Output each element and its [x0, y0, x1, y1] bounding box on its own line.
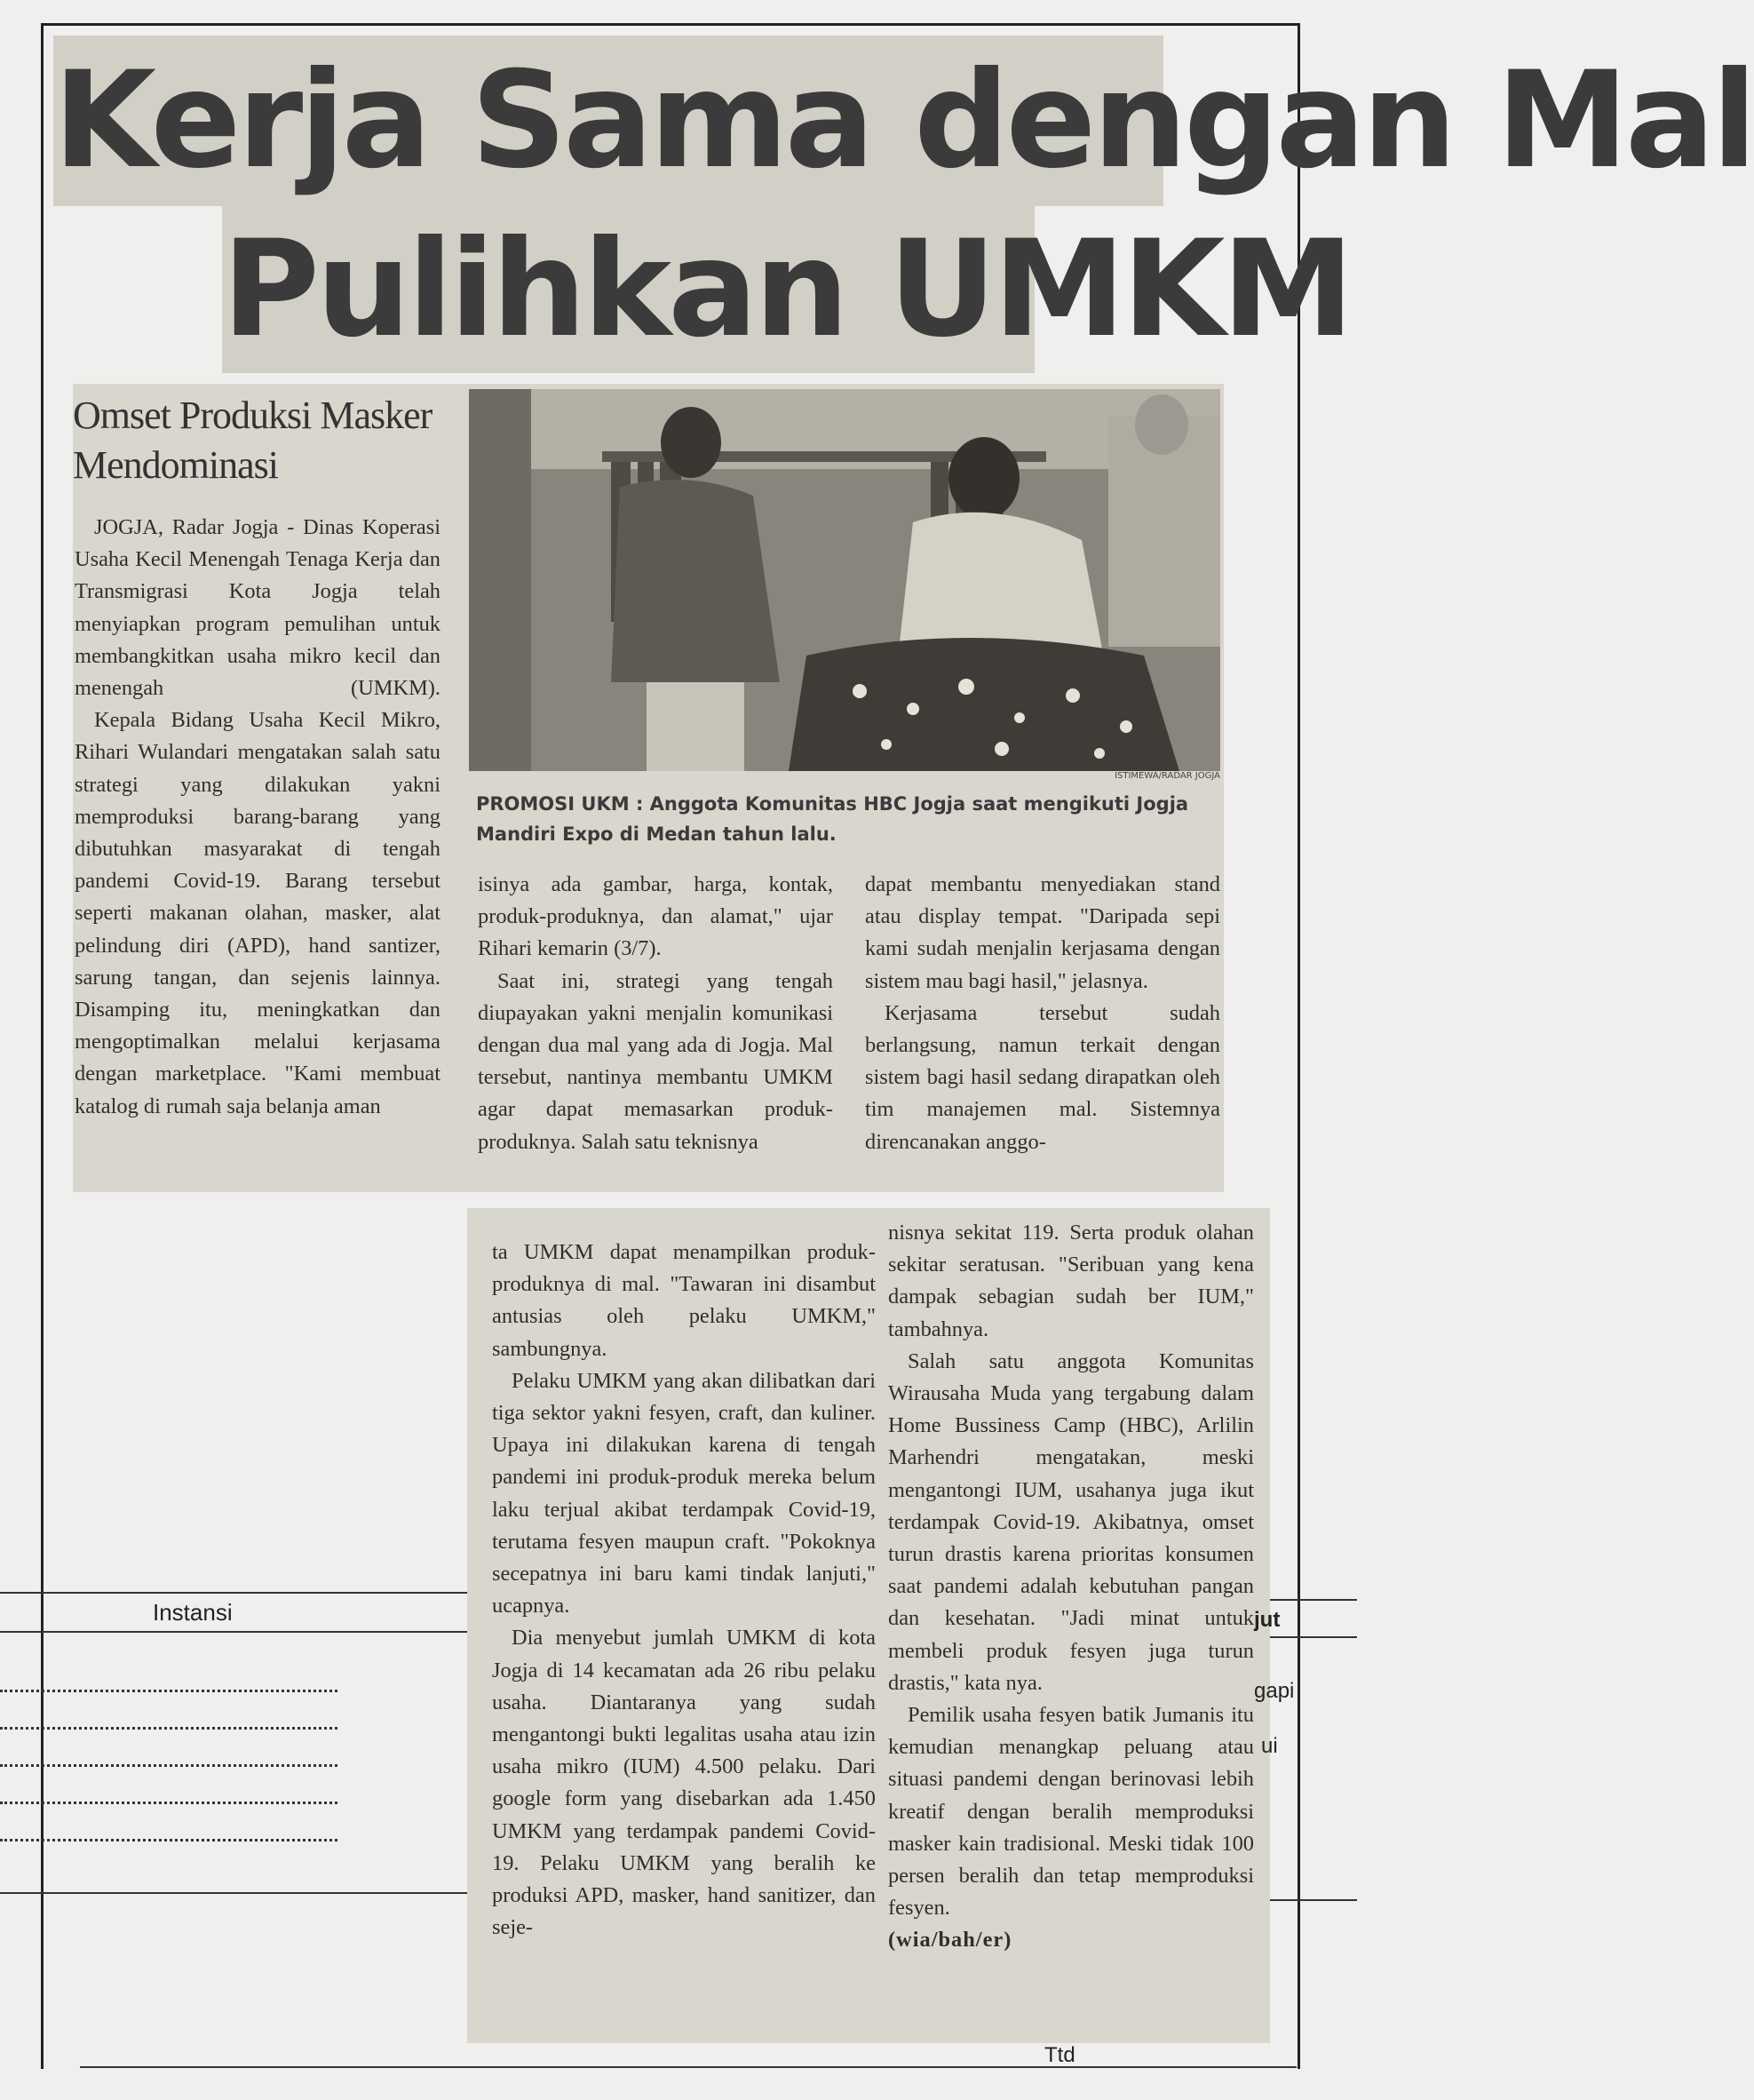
photo-credit: ISTIMEWA/RADAR JOGJA [1115, 771, 1220, 781]
photo-caption: PROMOSI UKM : Anggota Komunitas HBC Jogja saat mengikuti Jogja Mandiri Expo di Medan tahun lalu. [476, 793, 1189, 845]
headline-line-1: Kerja Sama dengan Mal [53, 36, 1163, 206]
paragraph: ta UMKM dapat menampilkan produk-produknya di mal. "Tawaran ini disambut antusias oleh pelaku UMKM," sambungnya. [492, 1240, 876, 1361]
side-text-3: ui [1261, 1734, 1278, 1758]
paragraph: Dia menyebut jumlah UMKM di kota Jogja di 14 kecamatan ada 26 ribu pelaku usaha. Diantaranya yang sudah mengantongi bukti legalitas usaha atau izin usaha mikro (IUM) 4.500 pelaku. Dari google form yang disebarkan ada 1.450 UMKM yang terdampak pandemi Covid-19. Pelaku UMKM yang beralih ke produksi APD, masker, hand sanitizer, dan seje- [492, 1626, 876, 1940]
dotted-line-4 [0, 1802, 337, 1804]
right-form-line-2 [1261, 1636, 1357, 1638]
dotted-line-3 [0, 1764, 337, 1767]
paragraph: Kepala Bidang Usaha Kecil Mikro, Rihari Wulandari mengatakan salah satu strategi yang dilakukan yakni memproduksi barang-barang yang dibutuhkan masyarakat di tengah pandemi Covid-19. Barang tersebut seperti makanan olahan, masker, alat pelindung diri (APD), hand santizer, sarung tangan, dan sejenis lainnya. Disamping itu, meningkatkan dan mengoptimalkan melalui kerjasama dengan marketplace. "Kami membuat katalog di rumah saja belanja aman [75, 708, 440, 1118]
paragraph: Pemilik usaha fesyen batik Jumanis itu kemudian menangkap peluang atau situasi pandemi dengan berinovasi lebih kreatif dengan beralih memproduksi masker kain tradisional. Meski tidak 100 persen beralih dan tetap memproduksi fesyen. [888, 1703, 1254, 1921]
paragraph: Saat ini, strategi yang tengah diupayakan yakni menjalin komunikasi dengan dua mal yang ada di Jogja. Mal tersebut, nantinya membantu UMKM agar dapat memasarkan produk-produknya. Salah satu teknisnya [478, 968, 833, 1154]
dotted-line-5 [0, 1839, 337, 1841]
article-column-4 [492, 1237, 876, 2036]
photo-illustration [469, 389, 1220, 771]
article-photo [469, 389, 1220, 771]
headline-line-2: Pulihkan UMKM [222, 206, 1035, 373]
instansi-label: Instansi [153, 1599, 233, 1626]
side-text-2: gapi [1254, 1679, 1295, 1703]
article-column-1 [75, 512, 440, 1187]
form-line-top [0, 1592, 487, 1594]
dotted-line-1 [0, 1690, 337, 1692]
paragraph: Kerjasama tersebut sudah berlangsung, namun terkait dengan sistem bagi hasil sedang dirapatkan oleh tim manajemen mal. Sistemnya direncanakan anggo- [865, 1000, 1220, 1154]
paragraph: isinya ada gambar, harga, kontak, produk-produknya, dan alamat," ujar Rihari kemarin (3/7). [478, 872, 833, 961]
paragraph: Salah satu anggota Komunitas Wirausaha Muda yang tergabung dalam Home Bussiness Camp (HBC), Arlilin Marhendri mengatakan, meski mengantongi IUM, usahanya juga ikut terdampak Covid-19. Akibatnya, omset turun drastis karena prioritas konsumen saat pandemi adalah kebutuhan pangan dan kesehatan. "Jadi minat untuk membeli produk fesyen juga turun drastis," kata nya. [888, 1348, 1254, 1695]
paragraph: dapat membantu menyediakan stand atau display tempat. "Daripada sepi kami sudah menjalin kerjasama dengan sistem mau bagi hasil," jelasnya. [865, 872, 1220, 993]
article-column-2 [478, 869, 833, 1189]
paragraph: Pelaku UMKM yang akan dilibatkan dari tiga sektor yakni fesyen, craft, dan kuliner. Upaya ini dilakukan karena di tengah pandemi ini produk-produk mereka belum laku terjual akibat terdampak Covid-19, terutama fesyen maupun craft. "Pokoknya secepatnya ini baru kami tindak lanjuti," ucapnya. [492, 1368, 876, 1619]
form-line-bottom [0, 1892, 487, 1894]
side-text-1: jut [1254, 1608, 1281, 1632]
dotted-line-2 [0, 1727, 337, 1730]
author-initials: (wia/bah/er) [888, 1928, 1012, 1953]
article-column-3 [865, 869, 1220, 1189]
subheadline: Omset Produksi Masker Mendominasi [73, 394, 433, 487]
signature-label: Ttd [1044, 2043, 1075, 2067]
article-column-5 [888, 1217, 1254, 2016]
paragraph: nisnya sekitat 119. Serta produk olahan sekitar seratusan. "Seribuan yang kena dampak sebagian sudah ber IUM," tambahnya. [888, 1221, 1254, 1341]
bottom-frame-line [80, 2066, 1297, 2068]
right-form-line-3 [1261, 1899, 1357, 1901]
form-line-2 [0, 1631, 487, 1633]
paragraph: JOGJA, Radar Jogja - Dinas Koperasi Usaha Kecil Menengah Tenaga Kerja dan Transmigrasi Kota Jogja telah menyiapkan program pemulihan untuk membangkitkan usaha mikro kecil dan menengah (UMKM). [75, 515, 440, 701]
right-form-line-1 [1261, 1599, 1357, 1601]
